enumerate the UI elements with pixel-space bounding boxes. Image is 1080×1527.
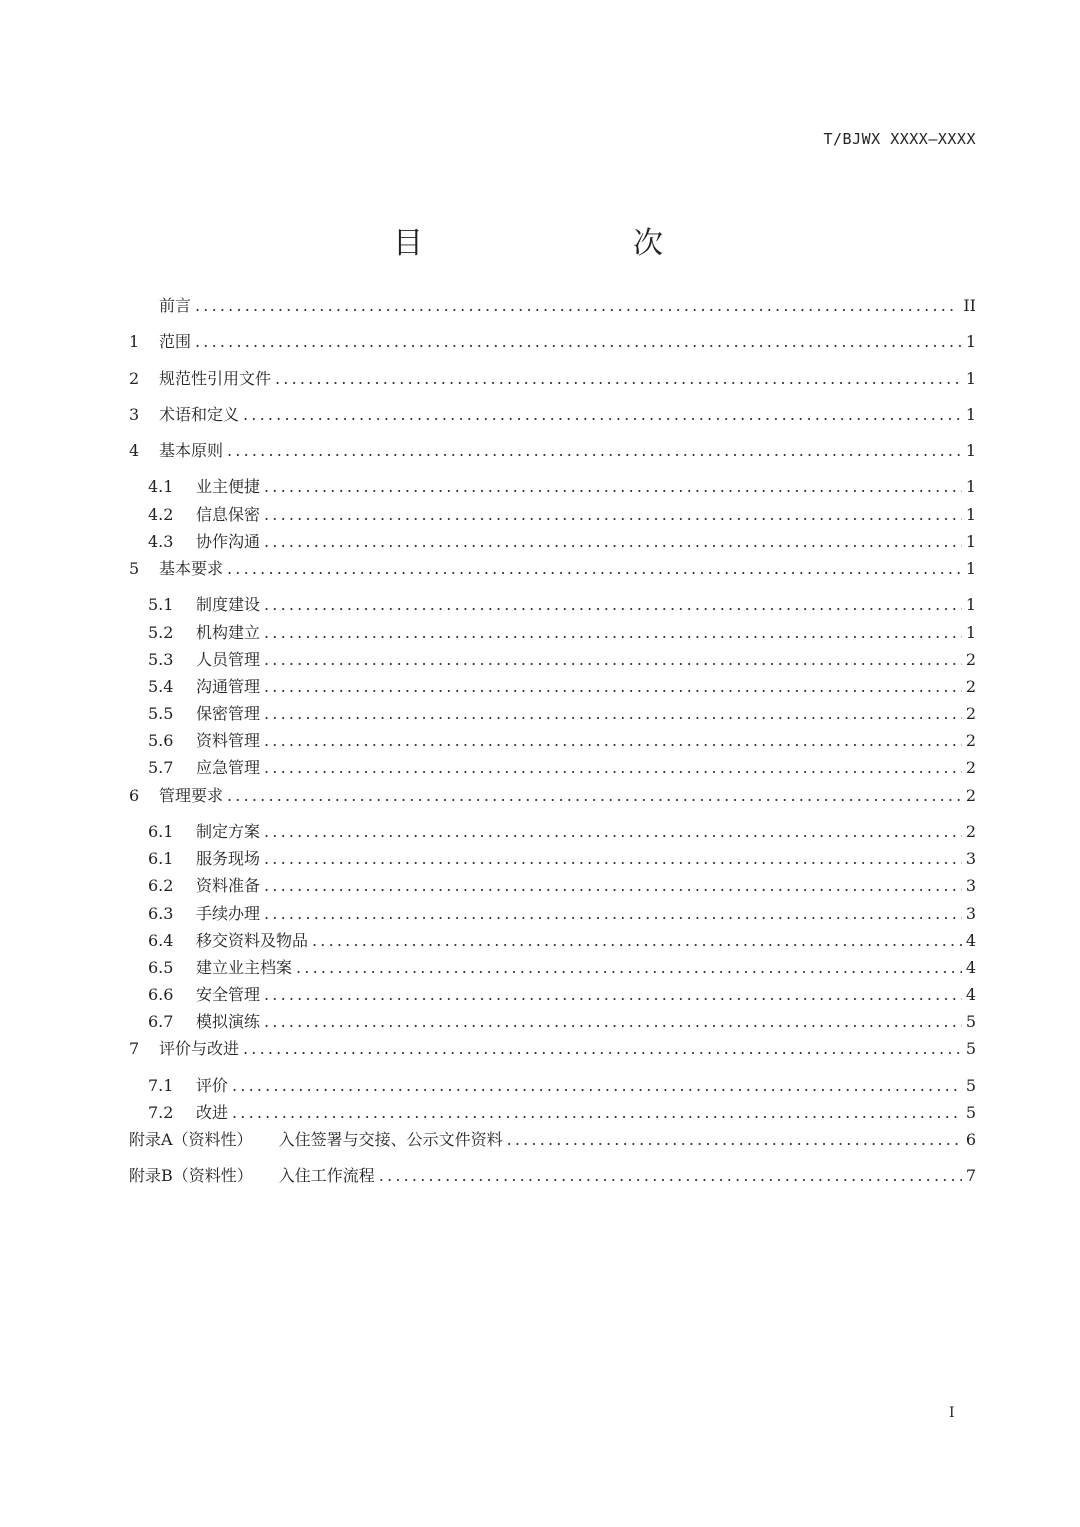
- toc-entry-title: 应急管理: [196, 758, 261, 778]
- toc-entry-number: 5.6: [148, 731, 174, 751]
- toc-entry-title: 安全管理: [196, 985, 261, 1005]
- toc-entry[interactable]: [129, 786, 976, 822]
- toc-entry-page: 3: [965, 903, 976, 923]
- toc-entry-title: 规范性引用文件: [159, 368, 272, 388]
- toc-entry-page: 5: [965, 1012, 976, 1032]
- toc-entry-page: 1: [965, 404, 976, 424]
- page-number: I: [949, 1405, 955, 1421]
- toc-entry-title: 保密管理: [196, 704, 261, 724]
- toc-entry-title: 沟通管理: [196, 676, 261, 696]
- toc-entry[interactable]: [129, 1130, 976, 1166]
- toc-entry-number: 5.3: [148, 649, 174, 669]
- toc-entry-number: 6.3: [148, 903, 174, 923]
- toc-entry-page: 2: [965, 676, 976, 696]
- toc-entry-number: 附录B（资料性）: [129, 1166, 253, 1186]
- toc-entry-page: 2: [965, 704, 976, 724]
- dot-leader: [195, 296, 959, 316]
- toc-entry-number: 4: [129, 441, 140, 461]
- toc-heading: 目 次: [393, 226, 713, 261]
- toc-entry-page: 5: [965, 1075, 976, 1095]
- toc-entry-title: 服务现场: [196, 849, 261, 869]
- toc-entry-page: 4: [965, 957, 976, 977]
- toc-entry-title: 资料管理: [196, 731, 261, 751]
- toc-entry-number: 4.2: [148, 504, 174, 524]
- toc-entry[interactable]: [129, 931, 976, 958]
- toc-entry-number: 6.7: [148, 1012, 174, 1032]
- toc-entry-number: 5.7: [148, 758, 174, 778]
- toc-entry-number: 5.2: [148, 622, 174, 642]
- dot-leader: [379, 1166, 962, 1186]
- dot-leader: [312, 931, 962, 951]
- toc-entry-title: 入住签署与交接、公示文件资料: [278, 1130, 503, 1150]
- toc-entry[interactable]: [129, 704, 976, 731]
- toc-entry-number: 6.4: [148, 930, 174, 950]
- toc-entry-page: 1: [965, 559, 976, 579]
- toc-entry[interactable]: [129, 1076, 976, 1103]
- toc-entry-page: 1: [965, 332, 976, 352]
- toc-entry-page: 7: [965, 1166, 976, 1186]
- toc-entry[interactable]: [129, 958, 976, 985]
- dot-leader: [264, 505, 962, 525]
- toc-entry-number: 7.2: [148, 1102, 174, 1122]
- toc-entry-number: 附录A（资料性）: [129, 1130, 253, 1150]
- toc-entry-number: 6.5: [148, 957, 174, 977]
- toc-entry-page: 1: [965, 368, 976, 388]
- dot-leader: [507, 1130, 962, 1150]
- toc-entry[interactable]: [129, 441, 976, 477]
- toc-entry[interactable]: [129, 505, 976, 532]
- dot-leader: [243, 405, 962, 425]
- toc-entry-page: 4: [965, 930, 976, 950]
- dot-leader: [264, 477, 962, 497]
- table-of-contents: [129, 296, 976, 1203]
- toc-entry-number: 6.1: [148, 821, 174, 841]
- toc-entry-title: 基本要求: [159, 559, 224, 579]
- toc-entry[interactable]: [129, 1103, 976, 1130]
- toc-entry-page: 5: [965, 1102, 976, 1122]
- dot-leader: [227, 441, 962, 461]
- toc-entry-number: 4.1: [148, 477, 174, 497]
- toc-entry-title: 基本原则: [159, 441, 224, 461]
- toc-entry[interactable]: [129, 650, 976, 677]
- toc-entry-page: 1: [965, 595, 976, 615]
- toc-entry[interactable]: [129, 623, 976, 650]
- toc-entry-page: 1: [965, 441, 976, 461]
- dot-leader: [264, 1012, 962, 1032]
- toc-entry-title: 资料准备: [196, 876, 261, 896]
- dot-leader: [232, 1076, 962, 1096]
- dot-leader: [264, 822, 962, 842]
- toc-entry-page: 6: [965, 1130, 976, 1150]
- toc-entry[interactable]: [129, 677, 976, 704]
- toc-entry-page: 2: [965, 731, 976, 751]
- toc-entry[interactable]: [129, 532, 976, 559]
- toc-entry[interactable]: [129, 1039, 976, 1075]
- toc-entry-page: 1: [965, 622, 976, 642]
- dot-leader: [232, 1103, 962, 1123]
- dot-leader: [227, 559, 962, 579]
- toc-entry-number: 5.1: [148, 595, 174, 615]
- toc-entry-page: 2: [965, 785, 976, 805]
- toc-entry[interactable]: [129, 985, 976, 1012]
- toc-entry[interactable]: [129, 849, 976, 876]
- toc-entry-number: 2: [129, 368, 140, 388]
- toc-entry-title: 前言: [159, 296, 192, 315]
- toc-entry-number: 6.6: [148, 985, 174, 1005]
- toc-entry-title: 机构建立: [196, 622, 261, 642]
- toc-entry-page: 2: [965, 649, 976, 669]
- dot-leader: [264, 704, 962, 724]
- toc-entry[interactable]: [129, 332, 976, 368]
- toc-entry-number: 6.1: [148, 849, 174, 869]
- dot-leader: [264, 876, 962, 896]
- dot-leader: [264, 985, 962, 1005]
- toc-entry-title: 业主便捷: [196, 477, 261, 497]
- toc-entry-title: 管理要求: [159, 785, 224, 805]
- toc-entry-title: 评价与改进: [159, 1039, 240, 1059]
- dot-leader: [264, 595, 962, 615]
- toc-entry-number: 7.1: [148, 1075, 174, 1095]
- toc-entry-title: 移交资料及物品: [196, 930, 309, 950]
- toc-entry[interactable]: [129, 1012, 976, 1039]
- dot-leader: [264, 904, 962, 924]
- toc-entry-title: 制定方案: [196, 821, 261, 841]
- dot-leader: [264, 532, 962, 552]
- toc-entry-number: 7: [129, 1039, 140, 1059]
- toc-entry-page: 4: [965, 985, 976, 1005]
- dot-leader: [264, 758, 962, 778]
- dot-leader: [264, 677, 962, 697]
- toc-entry-title: 入住工作流程: [278, 1166, 375, 1186]
- toc-entry-page: 1: [965, 531, 976, 551]
- toc-entry[interactable]: [129, 731, 976, 758]
- toc-entry-page: 1: [965, 504, 976, 524]
- toc-entry-page: 3: [965, 849, 976, 869]
- toc-entry-title: 范围: [159, 332, 192, 352]
- toc-entry-title: 评价: [196, 1075, 229, 1095]
- toc-entry-page: 3: [965, 876, 976, 896]
- toc-entry-page: 5: [965, 1039, 976, 1059]
- toc-entry[interactable]: [129, 477, 976, 504]
- toc-entry-number: 6: [129, 785, 140, 805]
- toc-entry[interactable]: [129, 405, 976, 441]
- toc-entry[interactable]: [129, 296, 976, 332]
- toc-entry[interactable]: [129, 904, 976, 931]
- dot-leader: [243, 1039, 962, 1059]
- toc-entry-title: 信息保密: [196, 504, 261, 524]
- dot-leader: [264, 849, 962, 869]
- dot-leader: [275, 369, 962, 389]
- toc-entry-title: 模拟演练: [196, 1012, 261, 1032]
- toc-entry-number: 4.3: [148, 531, 174, 551]
- toc-entry-number: 5.5: [148, 704, 174, 724]
- toc-entry-title: 改进: [196, 1102, 229, 1122]
- toc-entry-title: 术语和定义: [159, 404, 240, 424]
- toc-entry-number: 1: [129, 332, 140, 352]
- toc-entry-number: 3: [129, 404, 140, 424]
- toc-entry[interactable]: [129, 1166, 976, 1202]
- toc-entry-page: 2: [965, 821, 976, 841]
- toc-entry-title: 协作沟通: [196, 531, 261, 551]
- toc-entry[interactable]: [129, 876, 976, 903]
- toc-entry-number: 5.4: [148, 676, 174, 696]
- dot-leader: [264, 650, 962, 670]
- toc-entry[interactable]: [129, 758, 976, 785]
- toc-entry-page: 1: [965, 477, 976, 497]
- toc-entry[interactable]: [129, 595, 976, 622]
- toc-entry-title: 人员管理: [196, 649, 261, 669]
- toc-entry-title: 建立业主档案: [196, 957, 293, 977]
- dot-leader: [264, 731, 962, 751]
- toc-entry-number: 6.2: [148, 876, 174, 896]
- toc-entry-title: 制度建设: [196, 595, 261, 615]
- toc-entry-page: 2: [965, 758, 976, 778]
- dot-leader: [227, 786, 962, 806]
- document-code: T/BJWX XXXX—XXXX: [823, 130, 976, 148]
- dot-leader: [296, 958, 962, 978]
- toc-entry-title: 手续办理: [196, 903, 261, 923]
- dot-leader: [195, 332, 962, 352]
- dot-leader: [264, 623, 962, 643]
- toc-entry[interactable]: [129, 369, 976, 405]
- toc-entry[interactable]: [129, 559, 976, 595]
- toc-entry[interactable]: [129, 822, 976, 849]
- toc-entry-number: 5: [129, 559, 140, 579]
- toc-entry-page: II: [963, 296, 976, 315]
